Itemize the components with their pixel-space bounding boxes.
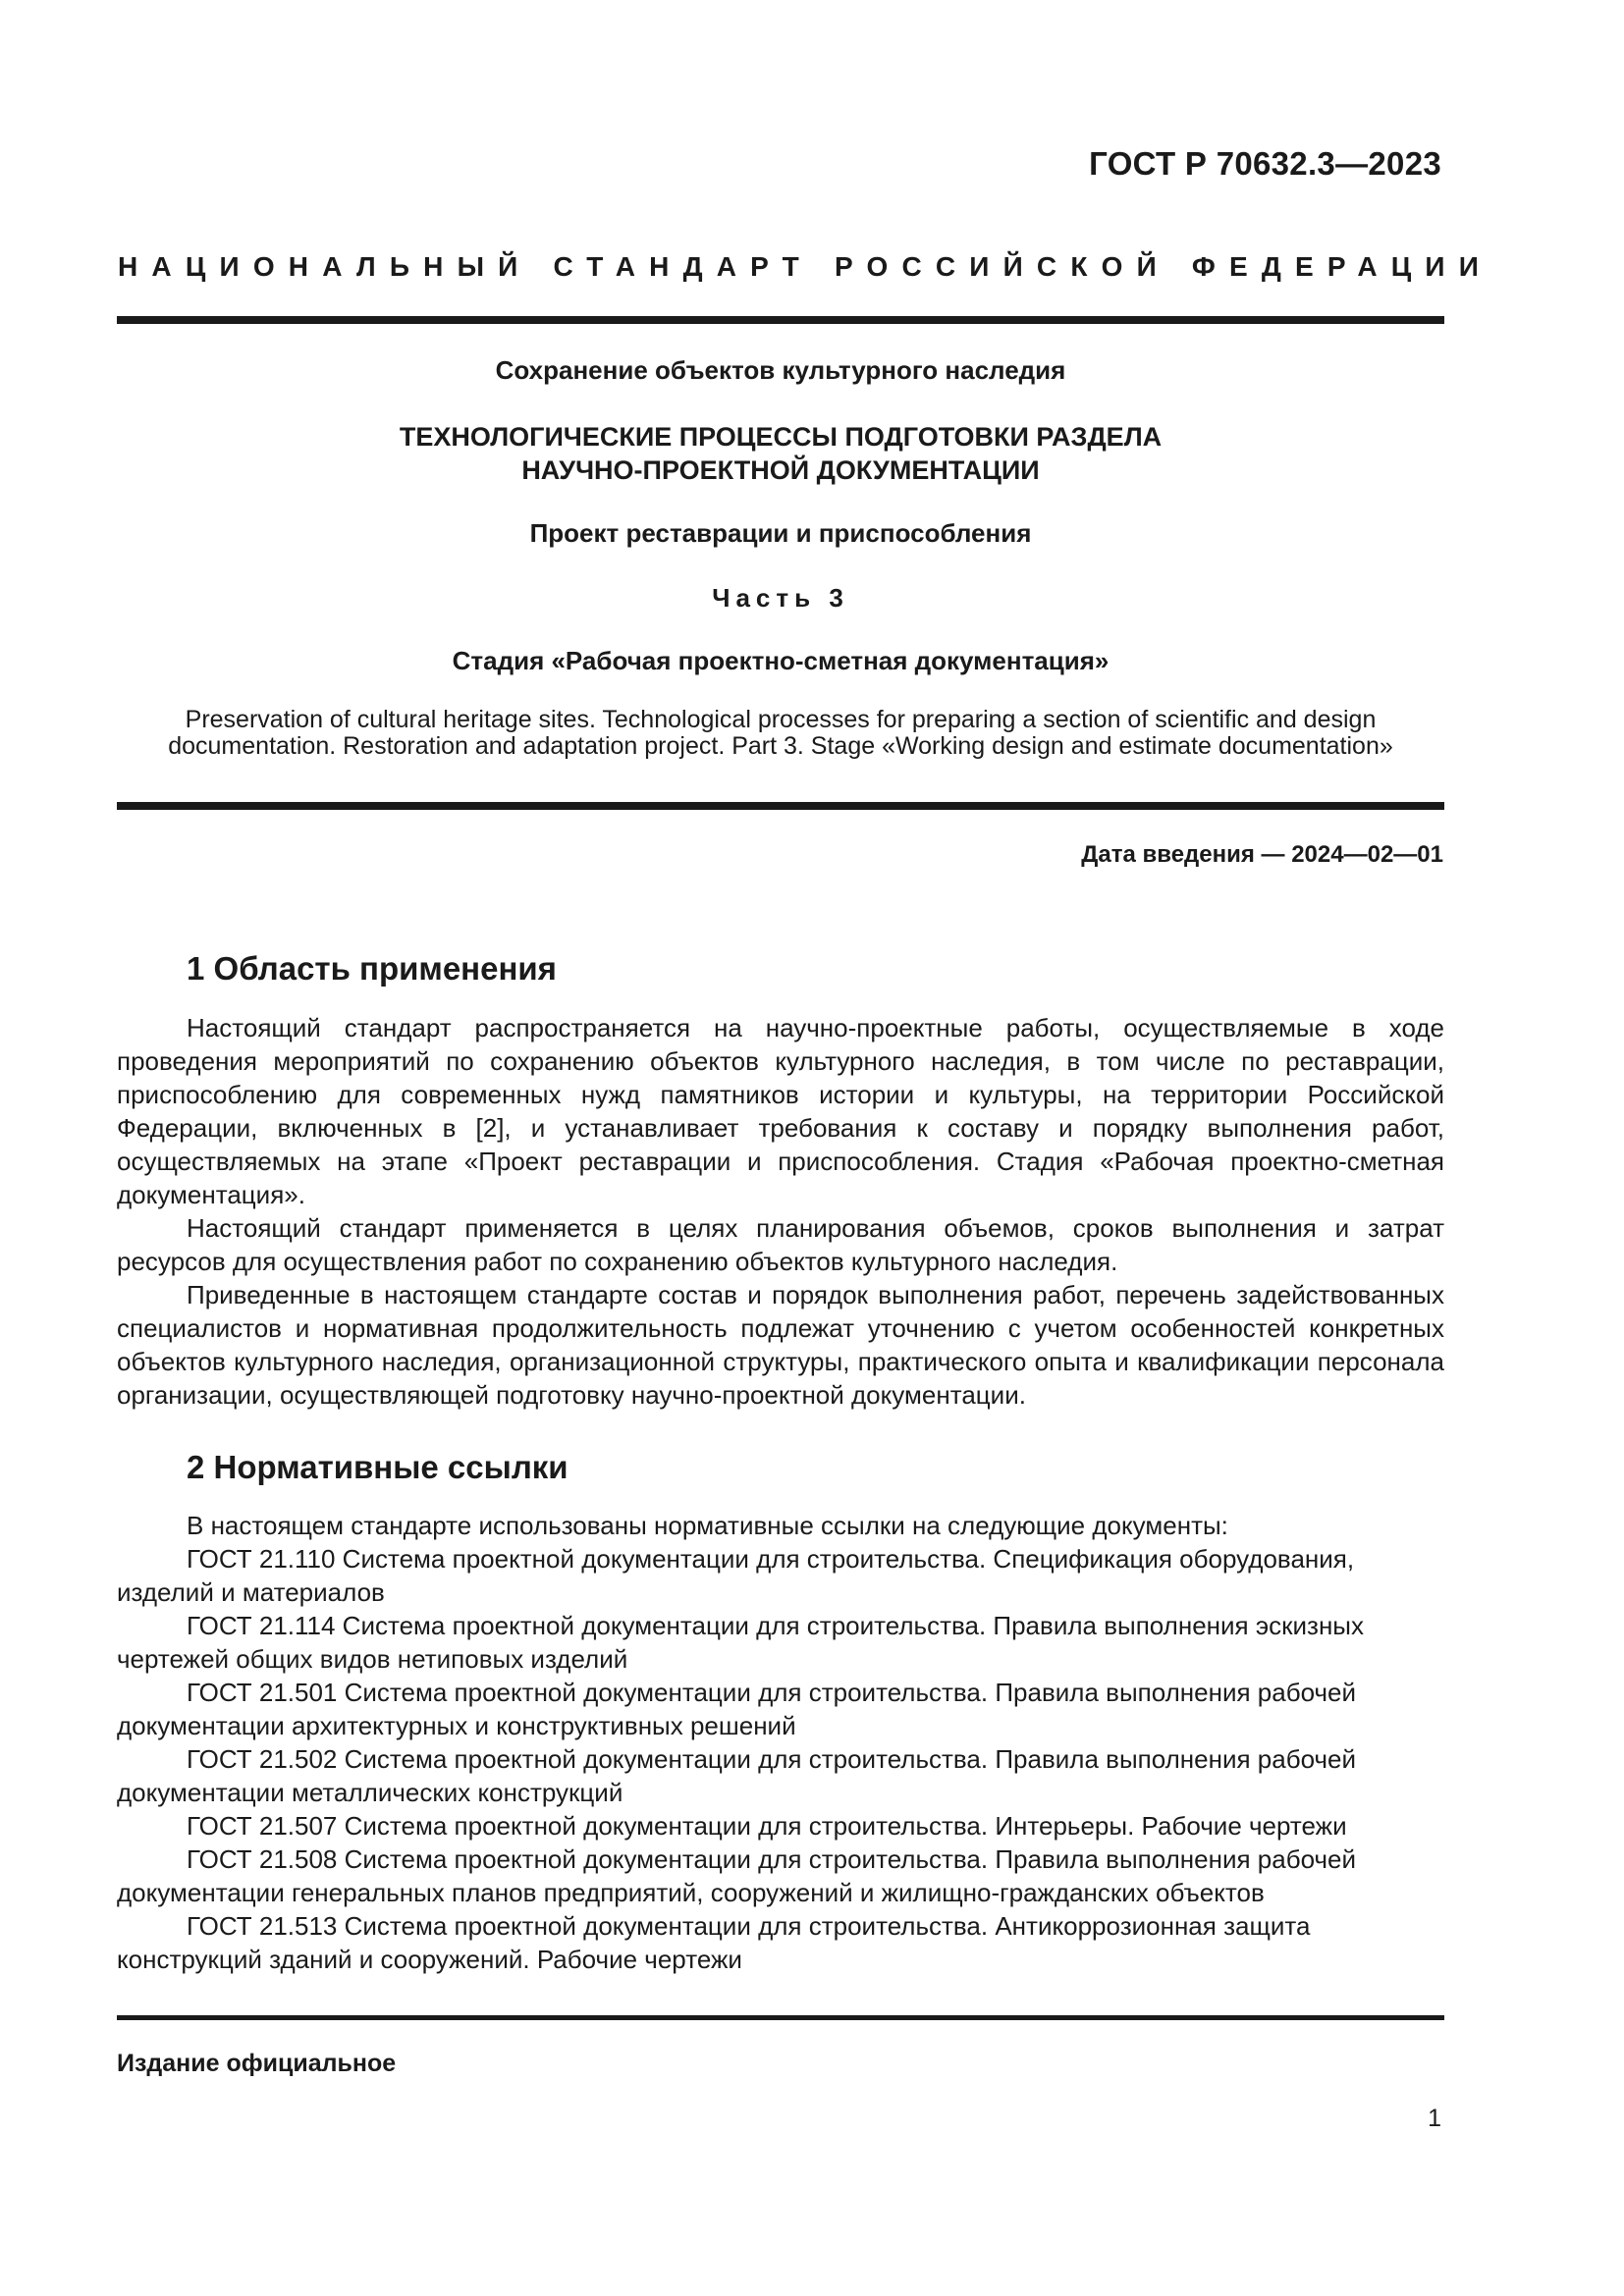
title-divider bbox=[117, 802, 1444, 810]
section-2-intro: В настоящем стандарте использованы нормативные ссылки на следующие документы: bbox=[187, 1511, 1228, 1540]
reference-item: ГОСТ 21.501 Система проектной документации для строительства. Правила выполнения рабочей документации архитектурных и конструктивных решений bbox=[117, 1678, 1357, 1740]
part-label: Часть 3 bbox=[712, 583, 849, 613]
section-1-paragraph: Настоящий стандарт применяется в целях планирования объемов, сроков выполнения и затрат ресурсов для осуществления работ по сохранению объектов культурного наследия. bbox=[117, 1213, 1444, 1276]
section-1-heading: 1 Область применения bbox=[187, 950, 557, 987]
stage-title: Стадия «Рабочая проектно-сметная документация» bbox=[452, 646, 1110, 675]
english-title-line-1: Preservation of cultural heritage sites. Technological processes for preparing a section of scientific and design bbox=[185, 706, 1377, 733]
reference-item: ГОСТ 21.502 Система проектной документации для строительства. Правила выполнения рабочей документации металлических конструкций bbox=[117, 1744, 1357, 1807]
section-1-paragraph: Настоящий стандарт распространяется на научно-проектные работы, осуществляемые в ходе проведения мероприятий по сохранению объектов культурного наследия, в том числе по реставрации, приспособлению для современных нужд памятников истории и культуры, на территории Российской Федерации, включенных в [2], и устанавливает требования к составу и порядку выполнения работ, осуществляемых на этапе «Проект реставрации и приспособления. Стадия «Рабочая проектно-сметная документация». bbox=[117, 1013, 1444, 1209]
page-number: 1 bbox=[1428, 2105, 1441, 2132]
series-title: Сохранение объектов культурного наследия bbox=[495, 355, 1066, 385]
reference-item: ГОСТ 21.110 Система проектной документации для строительства. Спецификация оборудования, изделий и материалов bbox=[117, 1544, 1355, 1607]
section-2-heading: 2 Нормативные ссылки bbox=[187, 1449, 568, 1485]
reference-item: ГОСТ 21.513 Система проектной документации для строительства. Антикоррозионная защита конструкций зданий и сооружений. Рабочие чертежи bbox=[117, 1911, 1311, 1974]
section-1-body bbox=[117, 1011, 1444, 1412]
main-title bbox=[117, 420, 1444, 487]
reference-item: ГОСТ 21.114 Система проектной документации для строительства. Правила выполнения эскизных чертежей общих видов нетиповых изделий bbox=[117, 1611, 1364, 1674]
national-standard-banner: НАЦИОНАЛЬНЫЙ СТАНДАРТ РОССИЙСКОЙ ФЕДЕРАЦИИ bbox=[118, 251, 1493, 282]
section-2-body bbox=[117, 1509, 1444, 1976]
english-title-line-2: documentation. Restoration and adaptation project. Part 3. Stage «Working design and estimate documentation» bbox=[168, 732, 1393, 760]
section-1-paragraph: Приведенные в настоящем стандарте состав и порядок выполнения работ, перечень задействованных специалистов и нормативная продолжительность подлежат уточнению с учетом особенностей конкретных объектов культурного наследия, организационной структуры, практического опыта и квалификации персонала организации, осуществляющей подготовку научно-проектной документации. bbox=[117, 1280, 1444, 1410]
top-divider bbox=[117, 316, 1444, 324]
introduction-date: Дата введения — 2024—02—01 bbox=[1081, 841, 1443, 868]
official-edition-label: Издание официальное bbox=[117, 2050, 397, 2077]
english-title bbox=[117, 707, 1444, 760]
document-code: ГОСТ Р 70632.3—2023 bbox=[1089, 145, 1441, 182]
reference-item: ГОСТ 21.508 Система проектной документации для строительства. Правила выполнения рабочей документации генеральных планов предприятий, сооружений и жилищно-гражданских объектов bbox=[117, 1844, 1357, 1907]
subtitle: Проект реставрации и приспособления bbox=[529, 518, 1032, 548]
footer-divider bbox=[117, 2015, 1444, 2020]
main-title-line-2: НАУЧНО-ПРОЕКТНОЙ ДОКУМЕНТАЦИИ bbox=[521, 455, 1040, 485]
main-title-line-1: ТЕХНОЛОГИЧЕСКИЕ ПРОЦЕССЫ ПОДГОТОВКИ РАЗДЕЛА bbox=[399, 422, 1163, 452]
reference-item: ГОСТ 21.507 Система проектной документации для строительства. Интерьеры. Рабочие чертежи bbox=[187, 1811, 1347, 1841]
